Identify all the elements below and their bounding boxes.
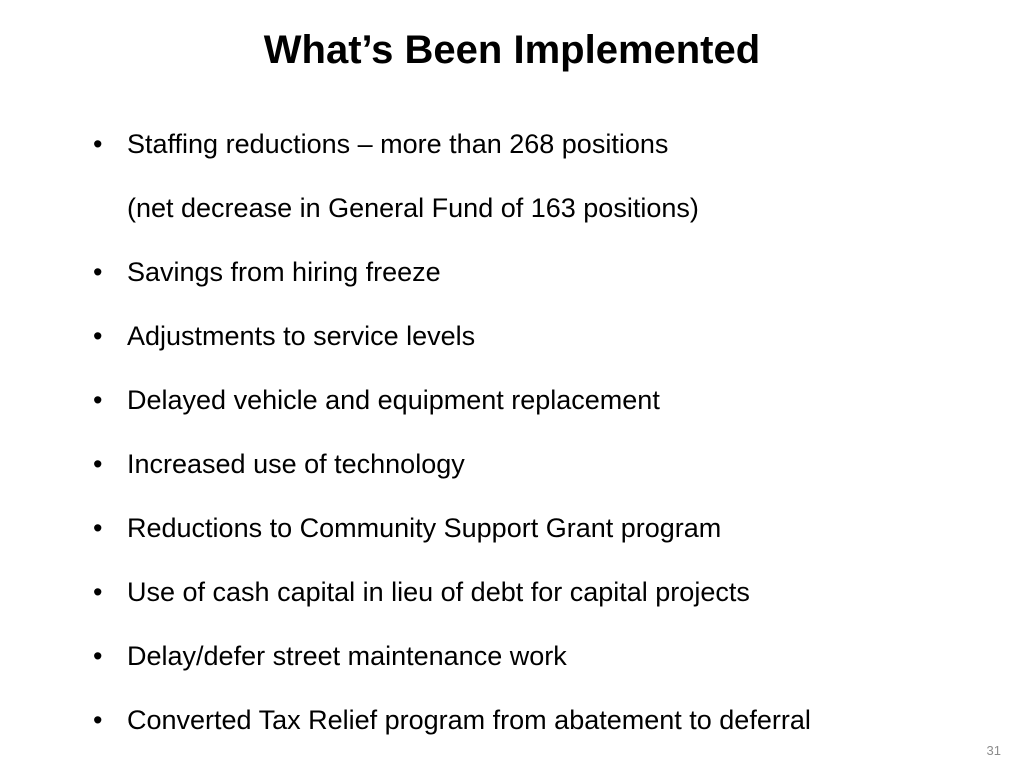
bullet-item: • Delayed vehicle and equipment replacement	[90, 368, 990, 432]
bullet-item: • Converted Tax Relief program from abatement to deferral	[90, 688, 990, 752]
bullet-item: • Delay/defer street maintenance work	[90, 624, 990, 688]
bullet-item-continuation: (net decrease in General Fund of 163 positions)	[127, 193, 699, 223]
slide-number: 31	[986, 743, 1001, 758]
bullet-item: • Reductions to Community Support Grant program	[90, 496, 990, 560]
bullet-item: • Savings from hiring freeze	[90, 240, 990, 304]
bullet-item: • Staffing reductions – more than 268 positions	[90, 112, 990, 176]
bullet-item: • Use of cash capital in lieu of debt for capital projects	[90, 560, 990, 624]
slide-title: What’s Been Implemented	[263, 28, 761, 72]
bullet-list	[90, 112, 990, 752]
bullet-item: • Increased use of technology	[90, 432, 990, 496]
bullet-item: • Adjustments to service levels	[90, 304, 990, 368]
